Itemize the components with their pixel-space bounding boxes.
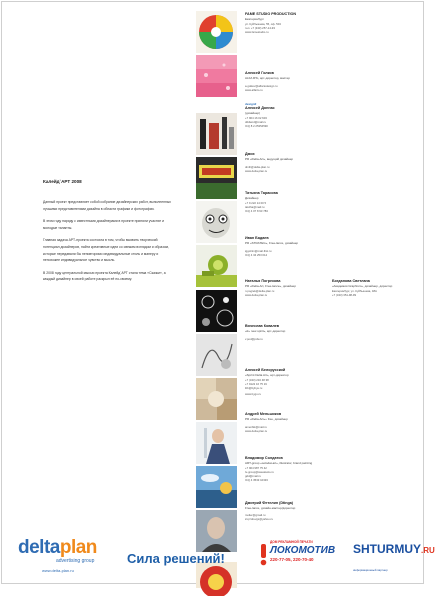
lokomotiv-phone: 220-77-05, 220-70-40 — [270, 557, 314, 562]
intro-paragraph-1: Данный проект представляет собой собрание дизайнерских работ, выполненных лучшими представителями дизайна в области графики и фотографии. — [43, 200, 171, 211]
entry-detail: ICQ 8 2 25354590 — [245, 123, 268, 128]
entry-detail: тел. +7 (343) 257-14-93 — [245, 26, 275, 30]
shturmuy-caption: информационный партнер — [353, 568, 388, 572]
entry-detail: ICQ 4 34 253 014 — [245, 253, 268, 257]
entry-name: Наталья Погрекова — [245, 279, 281, 283]
lokomotiv-caption: ДОМ РЕКЛАМНОЙ ПЕЧАТИ — [270, 540, 313, 544]
mosaic-thumb — [196, 378, 237, 420]
sponsor-logos — [0, 532, 435, 582]
entry-site-link[interactable]: www.delta-plan.ru — [245, 293, 268, 297]
entry-tag: design2 — [245, 102, 257, 106]
slogan: Сила решений! — [127, 551, 225, 566]
grey-drawing-thumb — [196, 334, 237, 376]
entry-detail: +7 (343) 351-98-99 — [332, 293, 357, 297]
shturmuy-wordmark — [353, 542, 435, 558]
shturmuy-word-b: .RU — [421, 546, 435, 555]
entry-name: Татьяна Тарасова — [245, 191, 278, 195]
face-drawing-thumb — [196, 201, 237, 243]
entry-name: Алексей Доннас — [245, 106, 275, 110]
entry-role: PR «STRATEG», Free-lance, дизайнер — [245, 241, 299, 245]
entry-menshikov — [245, 412, 405, 434]
entry-email[interactable]: ibb@bybye.ru — [245, 385, 263, 390]
deltaplan-word-a: delta — [18, 537, 60, 558]
entry-kovalev — [245, 324, 405, 342]
entry-role: ART-group «solodat-art», illustrator, brand painting — [245, 461, 313, 465]
green-snail-thumb — [196, 245, 237, 287]
entry-email[interactable]: tatviha@mail.ru — [245, 205, 265, 209]
entry-name: Дмитрий Фетелин (Dtinga) — [245, 501, 294, 505]
entry-role: (дизайнер) — [245, 111, 261, 115]
entry-role: PR «Delta-Art, Free-lance», дизайнер — [245, 284, 296, 288]
intro-paragraph-2: В этом году наряду с известными дизайнерами в проекте приняли участие и молодые таланты. — [43, 219, 164, 230]
exclamation-icon — [258, 544, 269, 566]
entry-role: «К» new spirit», арт-директор — [245, 329, 286, 333]
entry-detail: +7 (343) 216 48 38 — [245, 378, 269, 383]
entry-dmih — [245, 152, 405, 174]
entry-site-link[interactable]: www.bygu.ru — [245, 391, 262, 396]
entry-site-link[interactable]: www.famestudio.ru — [245, 29, 269, 34]
entry-name: FAME STUDIO PRODUCTION — [245, 12, 297, 16]
entry-golkov — [245, 71, 405, 93]
entry-email[interactable]: amenbik@mail.ru — [245, 425, 267, 430]
color-wheel-thumb — [196, 11, 237, 53]
entry-email[interactable]: iggolrim@mail-first.ru — [245, 249, 272, 254]
lokomotiv-logo[interactable] — [258, 540, 350, 572]
lokomotiv-wordmark: ЛОКОМОТИВ — [270, 545, 336, 556]
entry-detail: Екатеринбург, ул. Куйбышева, 48А — [332, 289, 377, 294]
entry-pogrekova — [245, 279, 327, 298]
entry-email[interactable]: a.golkov@alfartodesign.ru — [245, 84, 278, 89]
entry-role: PR «Delta-Art»+ free, дизайнер — [245, 417, 288, 421]
entry-role: ALFA RTo, арт-директор, мастер — [245, 76, 290, 80]
entry-email[interactable]: v.pod@pdw.ru — [245, 337, 263, 342]
blue-sky-thumb — [196, 466, 237, 508]
entry-site-link[interactable]: www.alfarto.ru — [245, 88, 263, 92]
entry-name: Владимир Солдатов — [245, 456, 283, 460]
pink-texture-thumb — [196, 55, 237, 97]
entry-role: PR «Delta-Art», ведущий дизайнер — [245, 157, 294, 161]
typography-thumb — [196, 113, 237, 155]
black-ornament-thumb — [196, 290, 237, 332]
entry-email[interactable]: icq://drevgs@yahoo.ru — [245, 517, 274, 521]
intro-paragraph-4: В 2008 году центральной мысью проекта Калейд`АРТ стала тема «Сказки», а каждый дизайнер в своей работе раскрыл её по-своему. — [43, 270, 166, 282]
entry-role: Дизайнер — [245, 196, 259, 200]
fashion-photo-thumb — [196, 422, 237, 464]
graffiti-thumb — [196, 157, 237, 199]
intro-paragraph-3: Главная задача АРТ-проекта состоила в том, чтобы выявить творческий потенциал дизайнеров, найти креативные идеи со свежим взглядом и образом, которые передавали бы неповторимо индивидуальные стиль и манеру и непохожее индивидуальное чувство и мысль. — [43, 238, 169, 263]
deltaplan-word-b: plan — [59, 537, 97, 558]
entry-detail: ул. Куйбышева, 55, оф. 504 — [245, 22, 281, 27]
entry-detail: +7 904 16 02 603 — [245, 116, 267, 121]
entry-fame-studio — [245, 12, 405, 35]
deltaplan-logo[interactable] — [18, 538, 97, 573]
entry-role: «Академия Graphism», дизайнер, директор — [332, 284, 393, 288]
entry-belorussky — [245, 368, 405, 396]
entry-site-link[interactable]: www.delta-plan.ru — [245, 429, 268, 433]
entry-tarasova — [245, 191, 405, 214]
entry-email[interactable]: d2dwnd@mail.ru — [245, 120, 267, 124]
intro-title: Калейд`АРТ 2008 — [43, 179, 82, 184]
entry-name: Иван Бадаев — [245, 236, 269, 240]
intro-block — [43, 179, 175, 289]
deltaplan-wordmark — [18, 538, 97, 558]
entry-name: Богданова Светлана — [332, 279, 370, 283]
entry-bogdanova — [332, 279, 420, 298]
entry-soldatov — [245, 456, 405, 482]
entry-email[interactable]: dmih@delta-plan.ru — [245, 165, 270, 170]
entry-site-link[interactable]: www.delta-plan.ru — [245, 169, 268, 173]
entry-detail: ICQ 4 07 8 93 783 — [245, 208, 268, 213]
entry-donnas — [245, 102, 405, 129]
entry-email[interactable]: gdd@mail.ru — [245, 473, 261, 478]
entry-role: «Sprint Delta Art», арт-директор — [245, 373, 289, 377]
shturmuy-word-a: SHTURMUY — [353, 542, 421, 556]
entry-detail: +7 9 222 14 00 5 — [245, 201, 267, 206]
deltaplan-subtitle: advertising group — [56, 558, 95, 564]
entry-email[interactable]: tv-group@sweatsolo.ru — [245, 470, 274, 474]
entry-detail: ICQ 4 3533 10333 — [245, 477, 268, 482]
deltaplan-url[interactable]: www.delta-plan.ru — [42, 568, 74, 573]
entry-detail: +7 9122 16 75 19 — [245, 382, 267, 386]
entry-email[interactable]: moiler@gmail.ru — [245, 513, 266, 518]
shturmuy-logo[interactable] — [353, 542, 435, 572]
entry-name: Вячеслав Ковалев — [245, 324, 280, 328]
entry-email[interactable]: n.pogrek@delta-plan.ru — [245, 289, 275, 294]
entry-role: Екатеринбург — [245, 17, 264, 21]
entry-badaev — [245, 236, 405, 258]
entry-role: Free-lance, дизайн-мастер/директор — [245, 506, 296, 510]
entry-name: Андрей Меньшиков — [245, 412, 282, 416]
entry-name: Дмих — [245, 152, 255, 156]
entry-detail: +7 904 987 75 42 — [245, 466, 267, 471]
entry-name: Алексей Белорусский — [245, 368, 286, 372]
entry-name: Алексей Голков — [245, 71, 274, 75]
entry-fetelin — [245, 501, 405, 522]
